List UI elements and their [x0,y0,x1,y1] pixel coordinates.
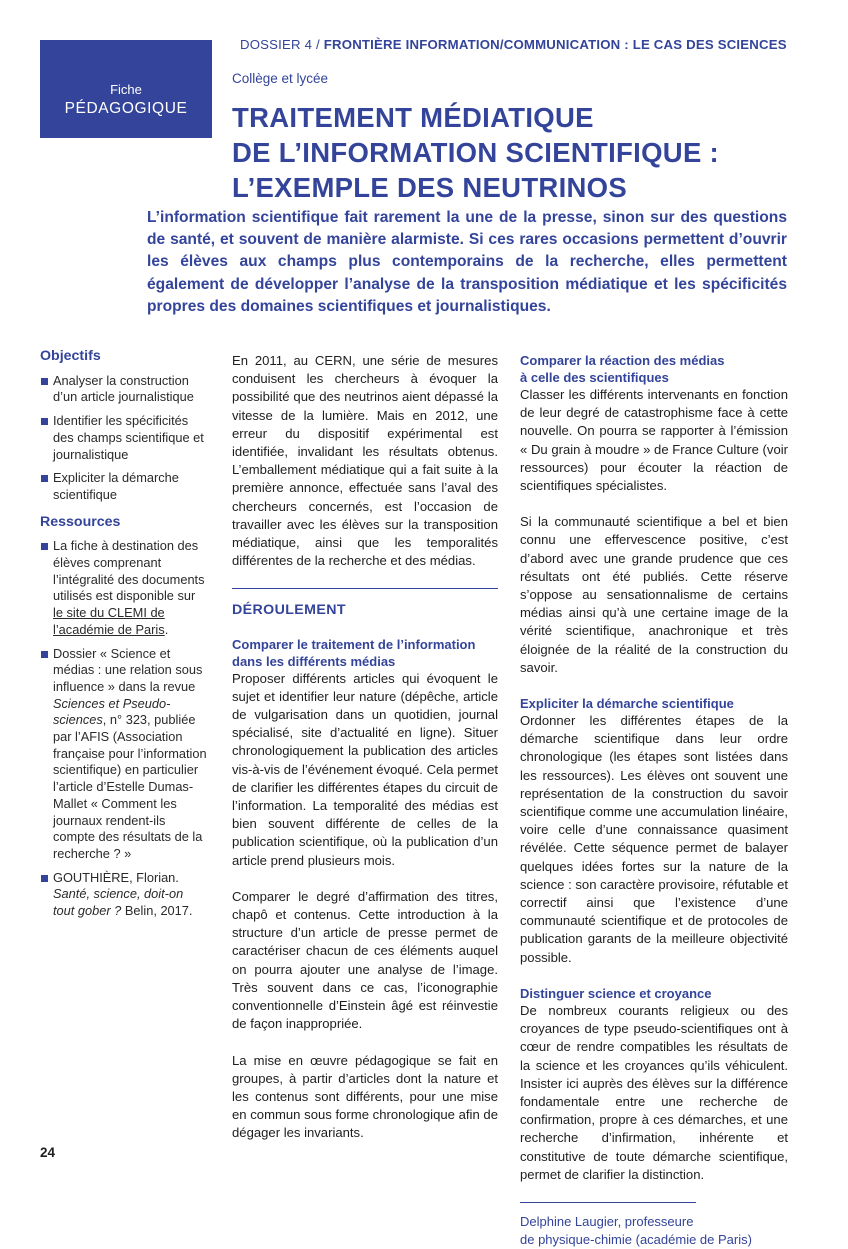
signature-divider [520,1202,696,1203]
bullet-square-icon [41,475,48,482]
paragraph: De nombreux courants religieux ou des croyances de type pseudo-scientifiques ont à cœur de rendre compatibles les résultats de la science et les croyances qu’ils véhiculent. Insister ici auprès des élèves sur la différence fondamentale entre une recherche de confirmation, propre à ces démarches, et une recherche d’infirmation, inhérente et constitutive de toute démarche scientifique, permet de clarifier la distinction. [520,1002,788,1182]
title-line-3: L’EXEMPLE DES NEUTRINOS [232,172,628,203]
ressources-list [40,538,208,919]
title-line-2: DE L’INFORMATION SCIENTIFIQUE : [232,137,719,168]
objectifs-list [40,373,208,504]
fiche-type: PÉDAGOGIQUE [64,100,188,117]
chapo-intro: L’information scientifique fait rarement la une de la presse, sinon sur des questions de santé, et souvent de manière alarmiste. Si ces rares occasions permettent d’ouvrir les élèves aux champs plus contemporains de la recherche, elles permettent également de développer l’analyse de la transposition médiatique et les spécificités propres des domaines scientifiques et journalistiques. [147,209,787,315]
intro-paragraph: En 2011, au CERN, une série de mesures conduisent les chercheurs à évoquer la possibilité que des neutrinos aient dépassé la vitesse de la lumière. Mais en 2012, une erreur du dispositif expérimental est identifiée, invalidant les résultats obtenus. L’emballement médiatique qui a fait suite à la première annonce, effectuée sans l’aval des chercheurs concernés, est l’occasion de travailler avec les élèves sur la transposition médiatique, ainsi que les temporalités différentes de la recherche et des médias. [232,353,498,569]
dossier-label: DOSSIER 4 / [240,37,320,52]
bullet-square-icon [41,875,48,882]
list-item: Expliciter la démarche scientifique [40,470,208,503]
dossier-title: FRONTIÈRE INFORMATION/COMMUNICATION : LE CAS DES SCIENCES [323,37,787,52]
fiche-label: Fiche [110,82,142,97]
dossier-header [240,37,786,52]
paragraph: Proposer différents articles qui évoquent le sujet et identifier leur nature (dépêche, article de vulgarisation dans un quotidien, journal spécialisé, site d’actualité en ligne). Situer chronologiquement la publication des articles vis-à-vis de l’événement évoqué. Cela permet de clarifier les différentes étapes du circuit de l’information. La temporalité des médias est bien souvent différente de celles de la publication scientifique, où la publication d’un article prend plusieurs mois. [232,670,498,868]
subheading-compare-treatment: Comparer le traitement de l’information dans les différents médias [232,636,476,669]
clemi-link[interactable]: le site du CLEMI de l’académie de Paris [53,605,165,637]
ressources-heading: Ressources [40,513,121,530]
deroulement-section [232,588,498,619]
section-divider [232,588,498,589]
level-label: Collège et lycée [232,71,329,86]
deroulement-heading: DÉROULEMENT [232,602,346,619]
paragraph: Comparer le degré d’affirmation des titres, chapô et contenus. Cette introduction à la structure d’un article de presse permet de caractériser chacun de ces éléments auquel on pourra ajouter une analyse de l’image. Très souvent dans ce cas, l’iconographie conventionnelle d’Einstein âgé est réinvestie de façon inappropriée. [232,888,498,1032]
page-title [232,100,822,205]
page-number: 24 [40,1145,56,1160]
fiche-badge [40,40,212,138]
list-item: Identifier les spécificités des champs scientifique et journalistique [40,413,208,463]
bullet-square-icon [41,651,48,658]
objectifs-heading: Objectifs [40,348,101,364]
bullet-square-icon [41,378,48,385]
paragraph: Ordonner les différentes étapes de la démarche scientifique dans leur ordre chronologique (les étapes sont listées dans les ressources). Les élèves ont souvent une représentation de la construction du savoir scientifique comme une accumulation linéaire, voire celle d’une connaissance quasiment révélée. Cette séquence permet de balayer quelques idées fortes sur la nature de la science : son caractère provisoire, réfutable et correctif ainsi que l’existence d’une communauté scientifique et de protocoles de publication garants de la meilleure objectivité possible. [520,713,788,965]
list-item: Dossier « Science et médias : une relation sous influence » dans la revue Sciences et Pseudo-sciences, n° 323, publiée par l’AFIS (Association française pour l’information scientifique) en particulier l’article d’Estelle Dumas-Mallet « Comment les journaux rendent-ils compte des résultats de la recherche ? » [40,646,208,863]
list-item: GOUTHIÈRE, Florian. Santé, science, doit-on tout gober ? Belin, 2017. [40,870,208,920]
bullet-square-icon [41,418,48,425]
paragraph: Si la communauté scientifique a bel et bien connu une effervescence positive, c’est d’abord avec une grande prudence que ces résultats ont été publiés. Cette réserve s’oppose au sensationnalisme de certains médias ainsi qu’à une certaine image de la vérité scientifique, anachronique et très éloignée de la réalité de la construction du savoir. [520,514,788,675]
paragraph: La mise en œuvre pédagogique se fait en groupes, à partir d’articles dont la nature et les contenus sont différents, pour une mise en commun sous forme chronologique afin de dégager les invariants. [232,1052,498,1141]
paragraph: Classer les différents intervenants en fonction de leur degré de catastrophisme face à cette nouvelle. On pourra se rapporter à l’émission « Du grain à moudre » de France Culture (voir ressources) pour écouter la réaction de scientifiques spécialistes. [520,387,788,494]
right-column [520,352,788,1249]
sidebar [40,348,208,927]
list-item: La fiche à destination des élèves comprenant l’intégralité des documents utilisés est disponible sur le site du CLEMI de l’académie de Paris. [40,538,208,638]
list-item: Analyser la construction d’un article journalistique [40,373,208,406]
bullet-square-icon [41,543,48,550]
subheading-science-belief: Distinguer science et croyance [520,985,712,1001]
author-signature: Delphine Laugier, professeure de physique-chimie (académie de Paris) [520,1213,752,1247]
subheading-scientific-method: Expliciter la démarche scientifique [520,696,734,712]
subheading-compare-reaction: Comparer la réaction des médias à celle des scientifiques [520,353,725,385]
title-line-1: TRAITEMENT MÉDIATIQUE [232,102,594,133]
middle-column [232,352,498,1161]
